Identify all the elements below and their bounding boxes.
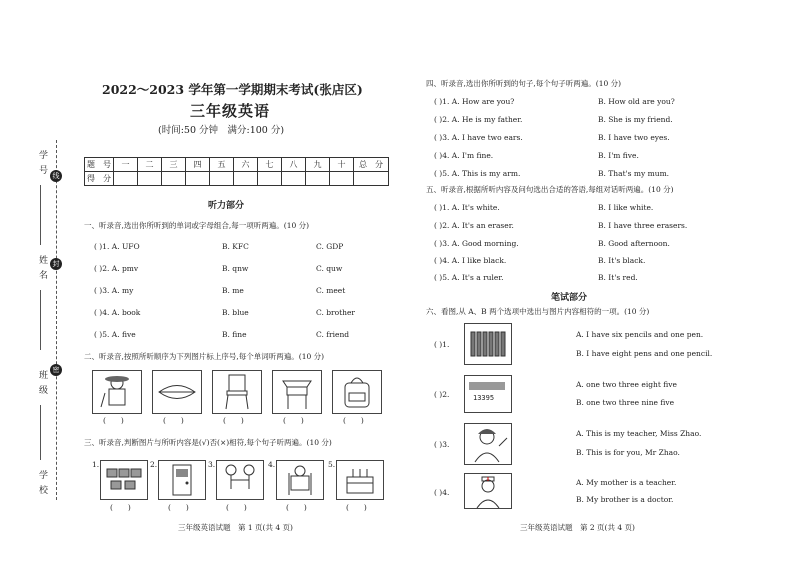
q6-picture-number-card	[464, 375, 512, 413]
q6-option-a[interactable]: A. My mother is a teacher.	[576, 478, 677, 487]
q2-picture-farmer	[92, 370, 142, 414]
q3-answer-5[interactable]: ( )	[346, 503, 367, 512]
card-number: 13395	[473, 394, 495, 402]
sidebar-field-class: 班级	[37, 370, 47, 400]
q3-picture-boys	[216, 460, 264, 500]
q6-answer-3[interactable]: ( )3.	[434, 440, 450, 449]
card-stripe	[469, 382, 505, 390]
q6-option-a[interactable]: A. This is my teacher, Miss Zhao.	[576, 429, 702, 438]
q4-item-a[interactable]: ( )3. A. I have two ears.	[434, 133, 523, 142]
score-header-cell: 九	[306, 158, 330, 172]
seal-mark-seal: 封	[50, 258, 62, 270]
score-cell[interactable]	[258, 172, 282, 186]
score-cell[interactable]	[186, 172, 210, 186]
score-header-cell: 十	[330, 158, 354, 172]
score-header-cell: 题 号	[85, 158, 114, 172]
q4-item-b[interactable]: B. I have two eyes.	[598, 133, 670, 142]
farmer-icon	[93, 371, 141, 413]
q2-answer-4[interactable]: ( )	[283, 416, 304, 425]
score-header-cell: 一	[114, 158, 138, 172]
seal-mark-secret: 密	[50, 364, 62, 376]
q3-answer-1[interactable]: ( )	[110, 503, 131, 512]
score-cell[interactable]	[138, 172, 162, 186]
q1-item-c[interactable]: C. GDP	[316, 242, 344, 251]
exam-info: (时间:50 分钟 满分:100 分)	[158, 125, 285, 136]
binding-dashed-line	[56, 140, 57, 500]
q4-item-b[interactable]: B. I'm five.	[598, 151, 639, 160]
q1-item-c[interactable]: C. quw	[316, 264, 343, 273]
footer-right: 三年级英语试题 第 2 页(共 4 页)	[520, 523, 635, 532]
sidebar-field-name: 姓名	[37, 255, 47, 285]
q1-item-a[interactable]: ( )5. A. five	[94, 330, 136, 339]
footer-left: 三年级英语试题 第 1 页(共 4 页)	[178, 523, 293, 532]
q3-num-1: 1.	[92, 460, 100, 469]
sidebar-blank-line	[40, 290, 41, 350]
sidebar-field-school: 学校	[37, 470, 47, 500]
q5-item-a[interactable]: ( )3. A. Good morning.	[434, 239, 519, 248]
writing-section-title: 笔试部分	[551, 293, 588, 303]
q2-answer-2[interactable]: ( )	[163, 416, 184, 425]
q5-title: 五、听录音,根据所听内容及问句选出合适的答语,每组对话听两遍。(10 分)	[426, 185, 674, 194]
q3-picture-door	[158, 460, 206, 500]
q5-item-b[interactable]: B. I like white.	[598, 203, 654, 212]
door-icon	[159, 461, 205, 499]
score-cell[interactable]	[162, 172, 186, 186]
q3-num-4: 4.	[268, 460, 276, 469]
q5-item-a[interactable]: ( )1. A. It's white.	[434, 203, 500, 212]
q1-item-b[interactable]: B. blue	[222, 308, 249, 317]
q6-picture-doctor	[464, 473, 512, 509]
q5-item-a[interactable]: ( )2. A. It's an eraser.	[434, 221, 514, 230]
score-header-cell: 二	[138, 158, 162, 172]
score-header-cell: 五	[210, 158, 234, 172]
q2-picture-desk	[272, 370, 322, 414]
chair-icon	[213, 371, 261, 413]
score-cell[interactable]	[306, 172, 330, 186]
q3-num-3: 3.	[208, 460, 216, 469]
q4-item-a[interactable]: ( )4. A. I'm fine.	[434, 151, 494, 160]
q6-option-b[interactable]: B. This is for you, Mr Zhao.	[576, 448, 680, 457]
q3-answer-4[interactable]: ( )	[286, 503, 307, 512]
q1-title: 一、听录音,选出你所听到的单词或字母组合,每一项听两遍。(10 分)	[84, 221, 310, 230]
q6-option-a[interactable]: A. I have six pencils and one pen.	[576, 330, 704, 339]
grandma-chair-icon	[277, 461, 323, 499]
q1-item-a[interactable]: ( )3. A. my	[94, 286, 134, 295]
q1-item-b[interactable]: B. qnw	[222, 264, 249, 273]
q6-picture-pencils	[464, 323, 512, 365]
pencils-icon	[465, 324, 511, 364]
q6-picture-teacher	[464, 423, 512, 465]
q1-item-c[interactable]: C. meet	[316, 286, 346, 295]
doctor-icon	[465, 474, 511, 508]
sidebar-blank-line	[40, 185, 41, 245]
sidebar-field-student-id: 学号	[37, 150, 47, 180]
q4-item-a[interactable]: ( )1. A. How are you?	[434, 97, 515, 106]
q6-title: 六、看图,从 A、B 两个选项中选出与图片内容相符的一项。(10 分)	[426, 307, 650, 316]
q3-title: 三、听录音,判断图片与所听内容是(√)否(×)相符,每个句子听两遍。(10 分)	[84, 438, 332, 447]
q6-option-b[interactable]: B. My brother is a doctor.	[576, 495, 674, 504]
seal-mark-line: 线	[50, 170, 62, 182]
listening-section-title: 听力部分	[208, 201, 245, 211]
q1-item-c[interactable]: C. friend	[316, 330, 350, 339]
score-cell[interactable]	[210, 172, 234, 186]
score-cell[interactable]	[234, 172, 258, 186]
score-header-cell: 三	[162, 158, 186, 172]
q1-item-a[interactable]: ( )4. A. book	[94, 308, 141, 317]
erasers-icon	[101, 461, 147, 499]
q5-item-a[interactable]: ( )4. A. I like black.	[434, 256, 507, 265]
q4-item-b[interactable]: B. She is my friend.	[598, 115, 673, 124]
q4-item-b[interactable]: B. How old are you?	[598, 97, 675, 106]
q1-item-b[interactable]: B. KFC	[222, 242, 249, 251]
q3-num-5: 5.	[328, 460, 336, 469]
q3-answer-2[interactable]: ( )	[168, 503, 189, 512]
q2-answer-1[interactable]: ( )	[103, 416, 124, 425]
score-header-cell: 四	[186, 158, 210, 172]
score-cell[interactable]	[354, 172, 389, 186]
q4-item-a[interactable]: ( )5. A. This is my arm.	[434, 169, 521, 178]
q4-title: 四、听录音,选出你所听到的句子,每个句子听两遍。(10 分)	[426, 79, 622, 88]
q5-item-b[interactable]: B. It's red.	[598, 273, 638, 282]
score-row-label: 得 分	[85, 172, 114, 186]
q2-picture-chair	[212, 370, 262, 414]
score-header-cell: 八	[282, 158, 306, 172]
q2-answer-5[interactable]: ( )	[343, 416, 364, 425]
q5-item-b[interactable]: B. It's black.	[598, 256, 646, 265]
q6-answer-1[interactable]: ( )1.	[434, 340, 450, 349]
score-table	[84, 157, 389, 186]
score-header-cell: 六	[234, 158, 258, 172]
q3-num-2: 2.	[150, 460, 158, 469]
sidebar-blank-line	[40, 405, 41, 460]
cake-icon	[337, 461, 383, 499]
q2-answer-3[interactable]: ( )	[223, 416, 244, 425]
q1-item-a[interactable]: ( )2. A. pmv	[94, 264, 139, 273]
q6-answer-4[interactable]: ( )4.	[434, 488, 450, 497]
q6-option-b[interactable]: B. one two three nine five	[576, 398, 675, 407]
mouth-icon	[153, 371, 201, 413]
score-cell[interactable]	[330, 172, 354, 186]
q3-picture-cake	[336, 460, 384, 500]
exam-subtitle: 三年级英语	[190, 102, 271, 120]
q2-title: 二、听录音,按照所听顺序为下列图片标上序号,每个单词听两遍。(10 分)	[84, 352, 325, 361]
score-header-cell: 总 分	[354, 158, 389, 172]
q6-answer-2[interactable]: ( )2.	[434, 390, 450, 399]
q1-item-c[interactable]: C. brother	[316, 308, 356, 317]
q3-answer-3[interactable]: ( )	[226, 503, 247, 512]
q5-item-a[interactable]: ( )5. A. It's a ruler.	[434, 273, 504, 282]
schoolbag-icon	[333, 371, 381, 413]
score-header-cell: 七	[258, 158, 282, 172]
q1-item-b[interactable]: B. fine	[222, 330, 247, 339]
q4-item-b[interactable]: B. That's my mum.	[598, 169, 670, 178]
score-cell[interactable]	[282, 172, 306, 186]
q6-option-b[interactable]: B. I have eight pens and one pencil.	[576, 349, 713, 358]
two-boys-icon	[217, 461, 263, 499]
desk-icon	[273, 371, 321, 413]
score-cell[interactable]	[114, 172, 138, 186]
q5-item-b[interactable]: B. I have three erasers.	[598, 221, 688, 230]
q3-picture-grandma	[276, 460, 324, 500]
q3-picture-erasers	[100, 460, 148, 500]
q2-picture-mouth	[152, 370, 202, 414]
q5-item-b[interactable]: B. Good afternoon.	[598, 239, 670, 248]
exam-title: 2022～2023 学年第一学期期末考试(张店区)	[102, 82, 363, 97]
q4-item-a[interactable]: ( )2. A. He is my father.	[434, 115, 523, 124]
q6-option-a[interactable]: A. one two three eight five	[576, 380, 677, 389]
q1-item-b[interactable]: B. me	[222, 286, 244, 295]
q1-item-a[interactable]: ( )1. A. UFO	[94, 242, 140, 251]
teacher-icon	[465, 424, 511, 464]
q2-picture-bag	[332, 370, 382, 414]
